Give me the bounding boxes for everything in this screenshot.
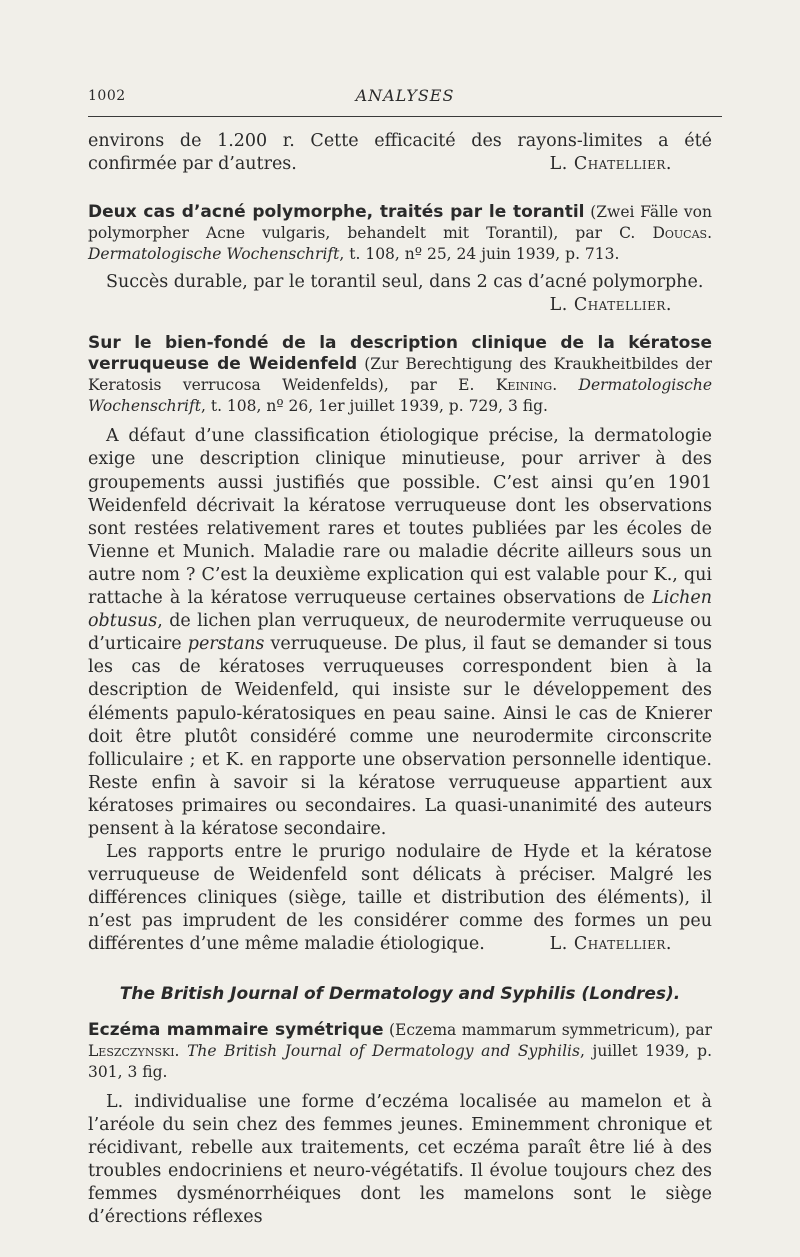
article2-signature: L. Chatellier. <box>549 934 672 955</box>
article1-journal: Dermatologische Wochenschrift <box>88 245 340 264</box>
article3-heading <box>88 1020 712 1083</box>
article1-reference-a: (Zwei Fälle von polymorpher Acne vulgaris, behandelt mit Torantil), par C. <box>88 203 712 243</box>
article2-reference-a: (Zur Berechtigung des Kraukheitbildes der Keratosis verrucosa Weidenfelds), par E. <box>88 355 713 395</box>
article3-journal: The British Journal of Dermatology and Syphilis <box>187 1041 580 1060</box>
article1-signature: L. Chatellier. <box>549 295 672 316</box>
article2-paragraph-1 <box>88 425 712 841</box>
article2-title: Sur le bien-fondé de la description clinique de la kératose verruqueuse de Weidenfeld <box>88 333 712 375</box>
article2-reference-sep: . <box>552 376 579 395</box>
article1-reference-sep: . <box>707 224 712 243</box>
page-body <box>88 130 712 1229</box>
article2-para1-mid: , de lichen plan verruqueux, de neurodermite verruqueuse ou d’urticaire <box>88 611 712 655</box>
article3-title: Eczéma mammaire symétrique <box>88 1019 384 1040</box>
article3-body: L. individualise une forme d’eczéma localisée au mamelon et à l’aréole du sein chez des femmes jeunes. Eminemment chronique et récidivant, rebelle aux traitements, cet eczéma paraît être lié à des troubles endocriniens et neuro-végétatifs. Il évolue toujours chez des femmes dysménorrhéiques dont les mamelons sont le siège d’érections réflexes <box>88 1091 712 1228</box>
article2-para1-italic-perstans: perstans <box>187 634 265 655</box>
article2-para1-end: verruqueuse. De plus, il faut se demander si tous les cas de kératoses verruqueuses correspondent bien à la description de Weidenfeld, qui insiste sur le développement des éléments papulo-kératosiques en peau saine. Ainsi le cas de Knierer doit être plutôt considéré comme une neurodermite circonscrite folliculaire ; et K. en rapporte une observation personnelle identique. Reste enfin à savoir si la kératose verruqueuse appartient aux kératoses primaires ou secondaires. La quasi-unanimité des auteurs pensent à la kératose secondaire. <box>88 634 712 839</box>
section-heading: The British Journal of Dermatology and Syphilis (Londres). <box>119 983 681 1004</box>
article3-reference-a: (Eczema mammarum symmetricum), par <box>383 1020 713 1039</box>
article1-author: Doucas <box>652 224 708 243</box>
article2-reference-b: , t. 108, nº 26, 1er juillet 1939, p. 729, 3 fig. <box>200 397 548 416</box>
article2-journal: Dermatologische Wochenschrift <box>88 376 712 416</box>
header-rule <box>88 116 722 117</box>
article1-body: Succès durable, par le torantil seul, dans 2 cas d’acné polymorphe. <box>106 272 704 293</box>
article2-heading <box>88 333 712 417</box>
page-header <box>88 84 722 110</box>
intro-signature: L. Chatellier. <box>549 154 672 175</box>
page-number: 1002 <box>88 88 126 104</box>
article1-reference-b: , t. 108, nº 25, 24 juin 1939, p. 713. <box>339 245 620 264</box>
running-title: ANALYSES <box>355 86 455 105</box>
article1-title: Deux cas d’acné polymorphe, traités par le torantil <box>88 202 585 223</box>
article2-para2-text: Les rapports entre le prurigo nodulaire de Hyde et la kératose verruqueuse de Weidenfeld sont délicats à préciser. Malgré les différences cliniques (siège, taille et distribution des éléments), il n’est pas imprudent de les considérer comme des formes un peu différentes d’une même maladie étiologique. <box>88 842 712 955</box>
article2-paragraph-2 <box>88 841 712 956</box>
article2-author: Keining <box>495 376 553 395</box>
article3-reference-sep: . <box>174 1041 188 1060</box>
article3-author: Leszczynski <box>88 1041 175 1060</box>
article2-para1-text: A défaut d’une classification étiologique précise, la dermatologie exige une description clinique minutieuse, pour arriver à des groupements aussi justifiés que possible. C’est ainsi qu’en 1901 Weidenfeld décrivait la kératose verruqueuse dont les observations sont restées relativement rares et toutes publiées par les écoles de Vienne et Munich. Maladie rare ou maladie décrite ailleurs sous un autre nom ? C’est la deuxième explication qui est valable pour K., qui rattache à la kératose verruqueuse certaines observations de <box>88 426 712 609</box>
intro-paragraph <box>88 130 712 176</box>
intro-text: environs de 1.200 r. Cette efficacité des rayons-limites a été confirmée par d’autres. <box>88 131 712 175</box>
article3-reference-b: , juillet 1939, p. 301, 3 fig. <box>88 1041 712 1081</box>
article1-heading <box>88 202 712 265</box>
article2-para1-italic-lichen: Lichen obtusus <box>88 588 712 632</box>
